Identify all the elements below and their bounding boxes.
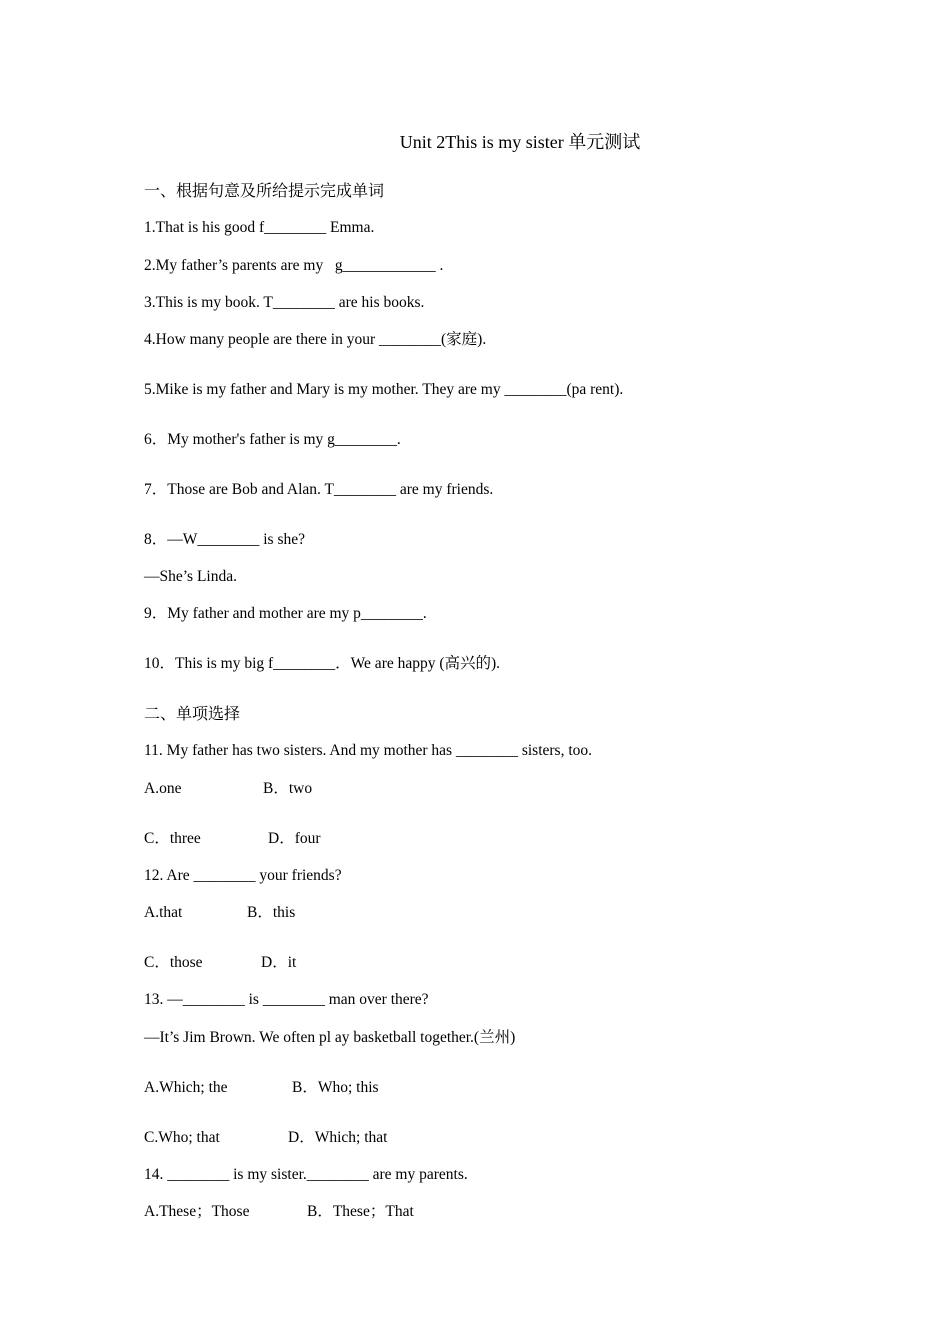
page-title: Unit 2This is my sister 单元测试: [399, 132, 641, 152]
question-13-option-a: A.Which; the: [144, 1079, 228, 1096]
question-3: 3.This is my book. T________ are his books.: [144, 294, 425, 311]
question-8: 8．—W________ is she?: [144, 531, 306, 548]
question-13-option-d: D．Which; that: [288, 1129, 388, 1146]
question-2: 2.My father’s parents are my g____________ .: [144, 257, 444, 274]
question-5: 5.Mike is my father and Mary is my mother. They are my ________(pa rent).: [144, 381, 624, 398]
question-8-answer: —She’s Linda.: [144, 568, 237, 585]
question-11-option-c: C．three: [144, 830, 201, 847]
question-12-option-d: D．it: [261, 954, 297, 971]
question-13-option-b: B．Who; this: [292, 1079, 379, 1096]
question-6: 6．My mother's father is my g________.: [144, 431, 401, 448]
question-7: 7．Those are Bob and Alan. T________ are my friends.: [144, 481, 494, 498]
question-11-option-a: A.one: [144, 780, 182, 797]
question-13-answer: —It’s Jim Brown. We often pl ay basketball together.(兰州): [144, 1029, 516, 1046]
question-12-option-a: A.that: [144, 904, 183, 921]
question-14-option-b: B．These；That: [307, 1203, 414, 1220]
question-11-stem: 11. My father has two sisters. And my mother has ________ sisters, too.: [144, 742, 593, 759]
question-1: 1.That is his good f________ Emma.: [144, 219, 375, 236]
question-13-option-c: C.Who; that: [144, 1129, 220, 1146]
question-9: 9．My father and mother are my p________.: [144, 605, 427, 622]
question-11-option-d: D．four: [268, 830, 321, 847]
section-heading-2: 二、单项选择: [144, 704, 241, 723]
question-11-option-b: B．two: [263, 780, 313, 797]
question-12-option-c: C．those: [144, 954, 203, 971]
question-12-option-b: B．this: [247, 904, 296, 921]
question-14-option-a: A.These；Those: [144, 1203, 250, 1220]
question-13-stem: 13. —________ is ________ man over there?: [144, 991, 429, 1008]
section-heading-1: 一、根据句意及所给提示完成单词: [144, 181, 385, 200]
question-4: 4.How many people are there in your ________(家庭).: [144, 331, 487, 348]
question-14-stem: 14. ________ is my sister.________ are my parents.: [144, 1166, 468, 1183]
question-12-stem: 12. Are ________ your friends?: [144, 867, 342, 884]
question-10: 10．This is my big f________．We are happy (高兴的).: [144, 655, 501, 672]
